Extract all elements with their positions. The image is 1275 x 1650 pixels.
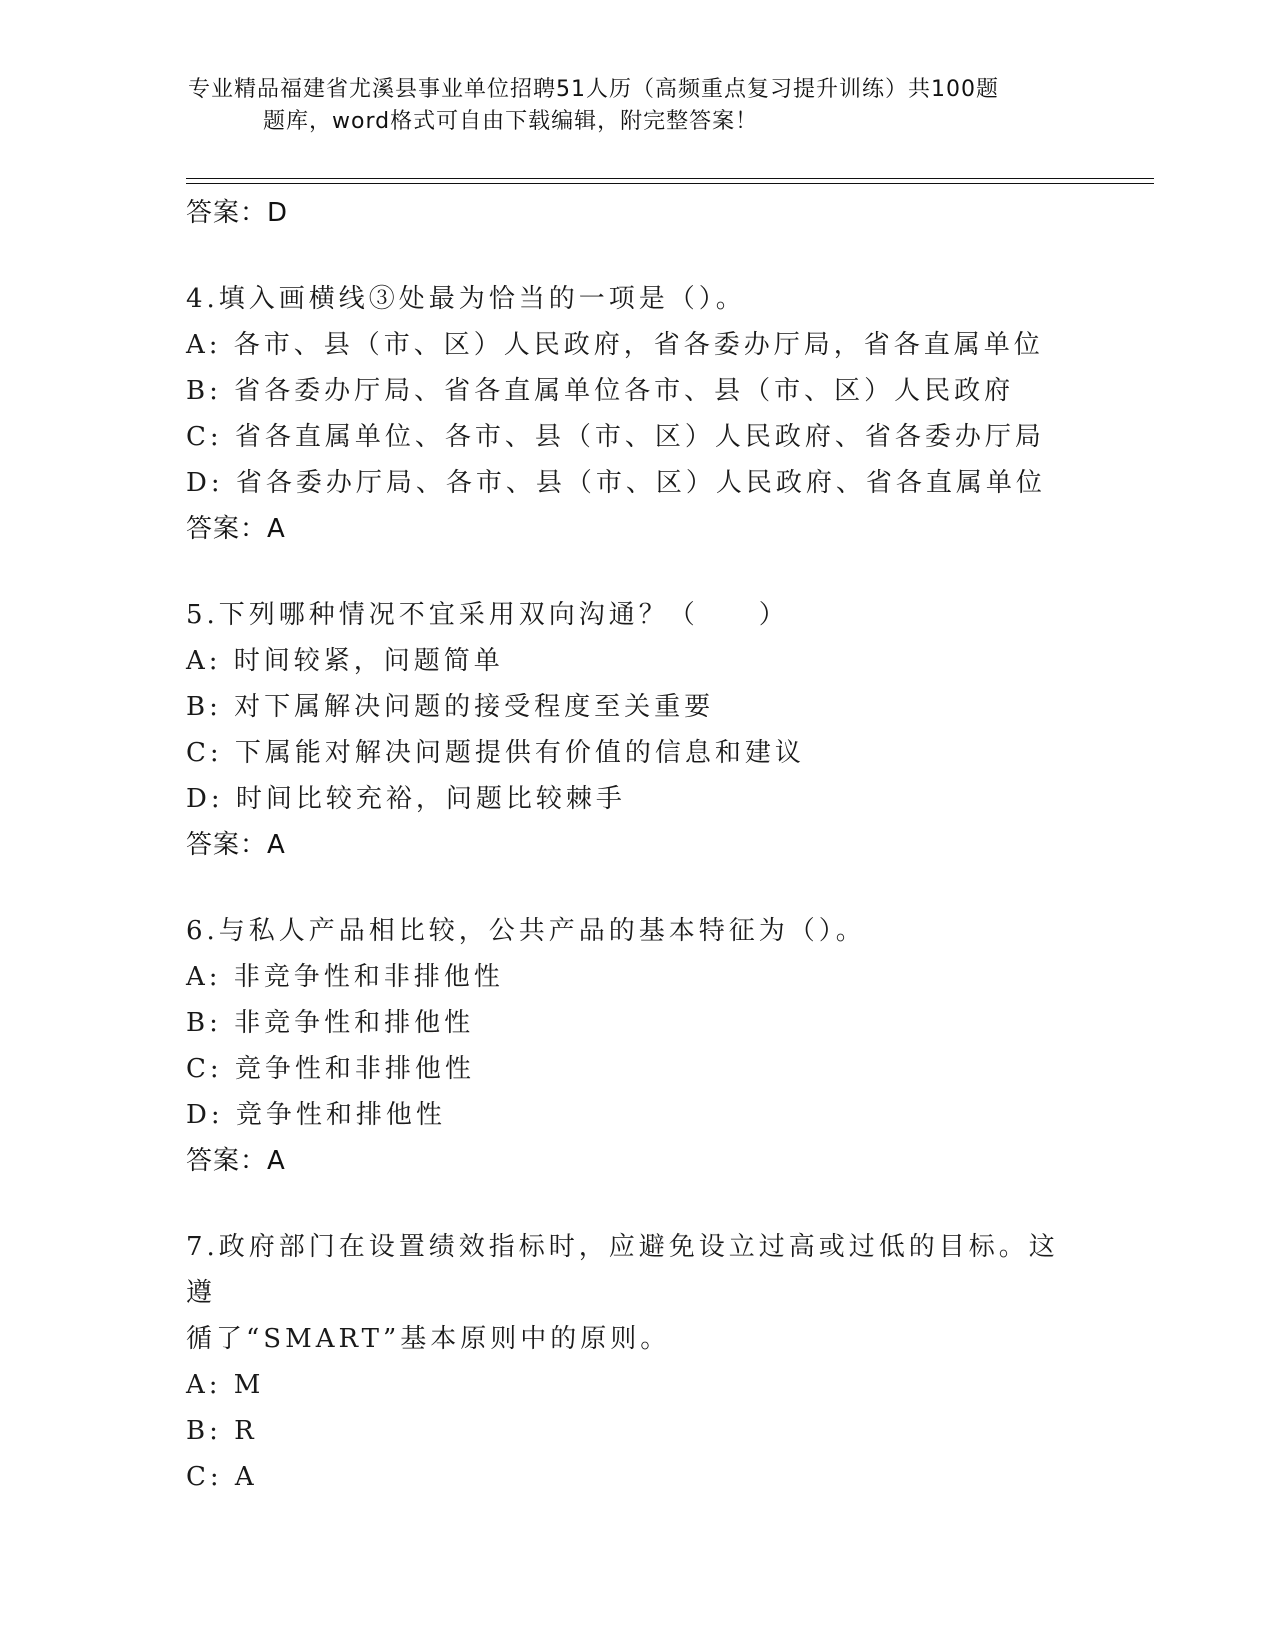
spacer <box>186 1184 1086 1224</box>
question-7 <box>186 1224 1086 1500</box>
header-divider-bottom <box>186 183 1154 184</box>
question-5 <box>186 592 1086 868</box>
question-6 <box>186 908 1086 1184</box>
question-5-answer: 答案：A <box>186 830 286 860</box>
question-7-option-c: C: A <box>186 1462 258 1492</box>
question-4 <box>186 276 1086 552</box>
question-5-option-c: C: 下属能对解决问题提供有价值的信息和建议 <box>186 738 805 768</box>
question-4-option-b: B: 省各委办厅局、省各直属单位各市、县（市、区）人民政府 <box>186 376 1015 406</box>
question-5-option-d: D: 时间比较充裕，问题比较棘手 <box>186 784 626 814</box>
spacer <box>186 236 1086 276</box>
header-title-line2: 题库，word格式可自由下载编辑，附完整答案！ <box>263 109 759 134</box>
question-7-text-line2: 循了“SMART”基本原则中的原则。 <box>186 1324 671 1354</box>
question-5-option-a: A: 时间较紧，问题简单 <box>186 646 504 676</box>
question-6-option-a: A: 非竞争性和非排他性 <box>186 962 504 992</box>
question-6-option-d: D: 竞争性和排他性 <box>186 1100 446 1130</box>
spacer <box>186 868 1086 908</box>
question-list <box>186 190 1086 1500</box>
question-6-text: 6.与私人产品相比较，公共产品的基本特征为（）。 <box>186 916 866 946</box>
header-divider-top <box>186 178 1154 179</box>
question-4-answer: 答案：A <box>186 514 286 544</box>
question-7-text-line1: 7.政府部门在设置绩效指标时，应避免设立过高或过低的目标。这遵 <box>186 1232 1059 1308</box>
spacer <box>186 552 1086 592</box>
question-4-text: 4.填入画横线③处最为恰当的一项是（）。 <box>186 284 746 314</box>
question-4-option-c: C: 省各直属单位、各市、县（市、区）人民政府、省各委办厅局 <box>186 422 1045 452</box>
question-4-option-a: A: 各市、县（市、区）人民政府，省各委办厅局，省各直属单位 <box>186 330 1044 360</box>
document-header <box>188 74 1088 138</box>
question-6-option-c: C: 竞争性和非排他性 <box>186 1054 475 1084</box>
question-5-option-b: B: 对下属解决问题的接受程度至关重要 <box>186 692 715 722</box>
question-6-option-b: B: 非竞争性和排他性 <box>186 1008 475 1038</box>
question-5-text: 5.下列哪种情况不宜采用双向沟通？（ ） <box>186 600 789 630</box>
question-6-answer: 答案：A <box>186 1146 286 1176</box>
question-7-option-b: B: R <box>186 1416 258 1446</box>
question-7-option-a: A: M <box>186 1370 265 1400</box>
header-title-line1: 专业精品福建省尤溪县事业单位招聘51人历（高频重点复习提升训练）共100题 <box>188 77 999 102</box>
previous-answer: 答案：D <box>186 198 289 228</box>
question-4-option-d: D: 省各委办厅局、各市、县（市、区）人民政府、省各直属单位 <box>186 468 1046 498</box>
